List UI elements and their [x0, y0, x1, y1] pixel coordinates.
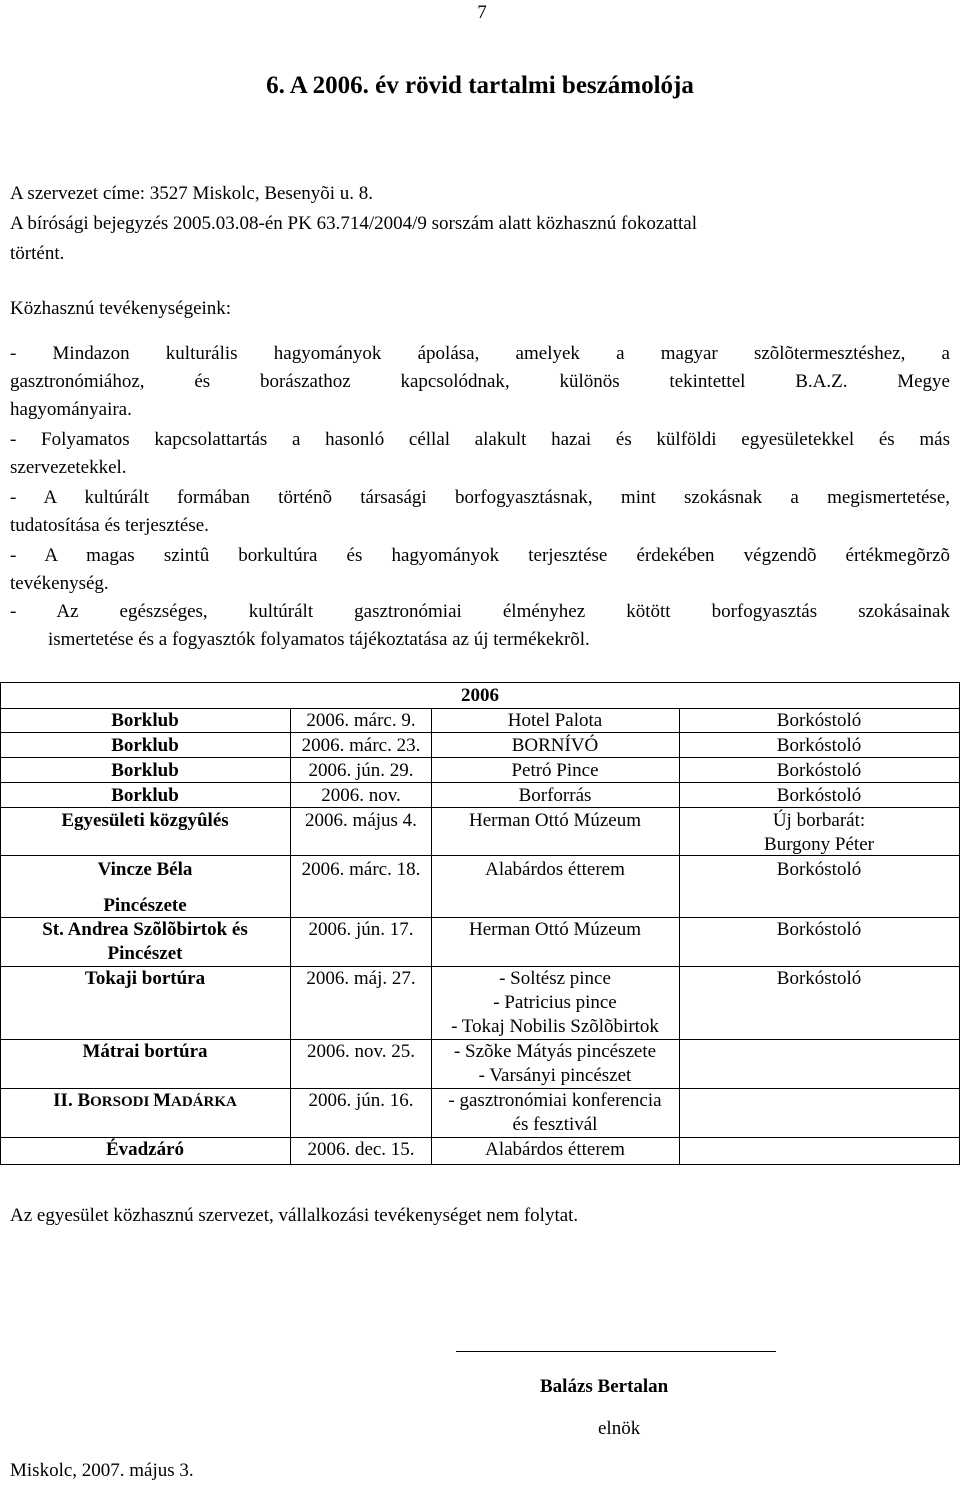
event-date: 2006. nov. 25.: [306, 1041, 416, 1062]
event-date: 2006. jún. 29.: [308, 760, 414, 781]
activity-3: - A kultúrált formában történõ társasági borfogyasztásnak, mint szokásnak a megismertetése,: [10, 487, 950, 508]
section-title: 6. A 2006. év rövid tartalmi beszámolója: [266, 72, 694, 99]
event-name: Borklub: [111, 760, 179, 781]
activities-heading: Közhasznú tevékenységeink:: [10, 298, 232, 319]
event-type: Borkóstoló: [776, 968, 862, 989]
activity-2-end: szervezetekkel.: [10, 457, 127, 478]
event-venue: Herman Ottó Múzeum: [468, 810, 641, 831]
activity-4: - A magas szintû borkultúra és hagyományok terjesztése érdekében végzendõ értékmegõrzõ: [10, 545, 950, 566]
closing-statement: Az egyesület közhasznú szervezet, vállalkozási tevékenységet nem folytat.: [10, 1205, 579, 1226]
event-date: 2006. máj. 27.: [306, 968, 416, 989]
event-venue-cont: - Tokaj Nobilis Szõlõbirtok: [451, 1016, 659, 1037]
event-name: Mátrai bortúra: [82, 1041, 208, 1062]
activity-2: - Folyamatos kapcsolattartás a hasonló céllal alakult hazai és külföldi egyesületekkel és más: [10, 429, 950, 450]
event-date: 2006. márc. 18.: [301, 859, 421, 880]
place-and-date: Miskolc, 2007. május 3.: [10, 1460, 194, 1481]
address-line: A szervezet címe: 3527 Miskolc, Besenyõi u. 8.: [10, 183, 374, 204]
event-venue: Alabárdos étterem: [485, 859, 625, 880]
event-name: Tokaji bortúra: [84, 968, 206, 989]
event-venue-cont: és fesztivál: [512, 1114, 598, 1135]
event-name: Vincze Béla: [97, 859, 193, 880]
event-venue: - Szõke Mátyás pincészete: [453, 1041, 657, 1062]
event-date: 2006. jún. 17.: [308, 919, 414, 940]
registration-line: A bírósági bejegyzés 2005.03.08-én PK 63.714/2004/9 sorszám alatt közhasznú fokozattal: [10, 213, 698, 234]
event-venue: Alabárdos étterem: [485, 1139, 625, 1160]
event-type: Borkóstoló: [776, 919, 862, 940]
event-date: 2006. nov.: [321, 785, 401, 806]
page-number: 7: [477, 2, 487, 23]
event-name: Borklub: [111, 735, 179, 756]
event-name: II. BORSODI MADÁRKA: [53, 1090, 237, 1111]
event-venue: Hotel Palota: [507, 710, 603, 731]
events-table: [0, 682, 960, 1165]
event-date: 2006. márc. 9.: [306, 710, 416, 731]
event-date: 2006. márc. 23.: [301, 735, 421, 756]
event-type: Borkóstoló: [776, 785, 862, 806]
registration-line-cont: történt.: [10, 243, 65, 264]
activity-1-cont: gasztronómiához, és borászathoz kapcsolódnak, különös tekintettel B.A.Z. Megye: [10, 371, 950, 392]
event-venue: Borforrás: [518, 785, 592, 806]
event-name-cont: Pincészete: [103, 895, 187, 916]
event-type: Új borbarát:: [772, 810, 866, 831]
event-date: 2006. jún. 16.: [308, 1090, 414, 1111]
activity-5: - Az egészséges, kultúrált gasztronómiai élményhez kötött borfogyasztás szokásainak: [10, 601, 950, 622]
event-date: 2006. dec. 15.: [307, 1139, 415, 1160]
event-venue: - Soltész pince: [499, 968, 611, 989]
signatory-name: Balázs Bertalan: [540, 1376, 669, 1397]
activity-5-end: ismertetése és a fogyasztók folyamatos tájékoztatása az új termékekrõl.: [48, 629, 590, 650]
activity-1-end: hagyományaira.: [10, 399, 132, 420]
event-venue-cont: - Patricius pince: [493, 992, 617, 1013]
event-venue: BORNÍVÓ: [511, 735, 599, 756]
event-name: Egyesületi közgyûlés: [61, 810, 229, 831]
activity-1: - Mindazon kulturális hagyományok ápolása, amelyek a magyar szõlõtermesztéshez, a: [10, 343, 950, 364]
event-type: Borkóstoló: [776, 735, 862, 756]
activity-4-end: tevékenység.: [10, 573, 109, 594]
event-venue: Petró Pince: [511, 760, 599, 781]
event-venue: - gasztronómiai konferencia: [448, 1090, 662, 1111]
signatory-title: elnök: [598, 1418, 641, 1439]
event-venue: Herman Ottó Múzeum: [468, 919, 641, 940]
event-name: Évadzáró: [105, 1139, 185, 1160]
event-venue-cont: - Varsányi pincészet: [478, 1065, 632, 1086]
event-type: Borkóstoló: [776, 859, 862, 880]
event-date: 2006. május 4.: [305, 810, 417, 831]
activity-3-end: tudatosítása és terjesztése.: [10, 515, 209, 536]
event-name: Borklub: [111, 710, 179, 731]
signature-line: [456, 1351, 776, 1352]
event-type: Borkóstoló: [776, 710, 862, 731]
event-name: Borklub: [111, 785, 179, 806]
event-name-cont: Pincészet: [107, 943, 183, 964]
event-name: St. Andrea Szõlõbirtok és: [42, 919, 248, 940]
event-type-cont: Burgony Péter: [764, 834, 874, 855]
event-type: Borkóstoló: [776, 760, 862, 781]
table-year: 2006: [461, 685, 499, 706]
